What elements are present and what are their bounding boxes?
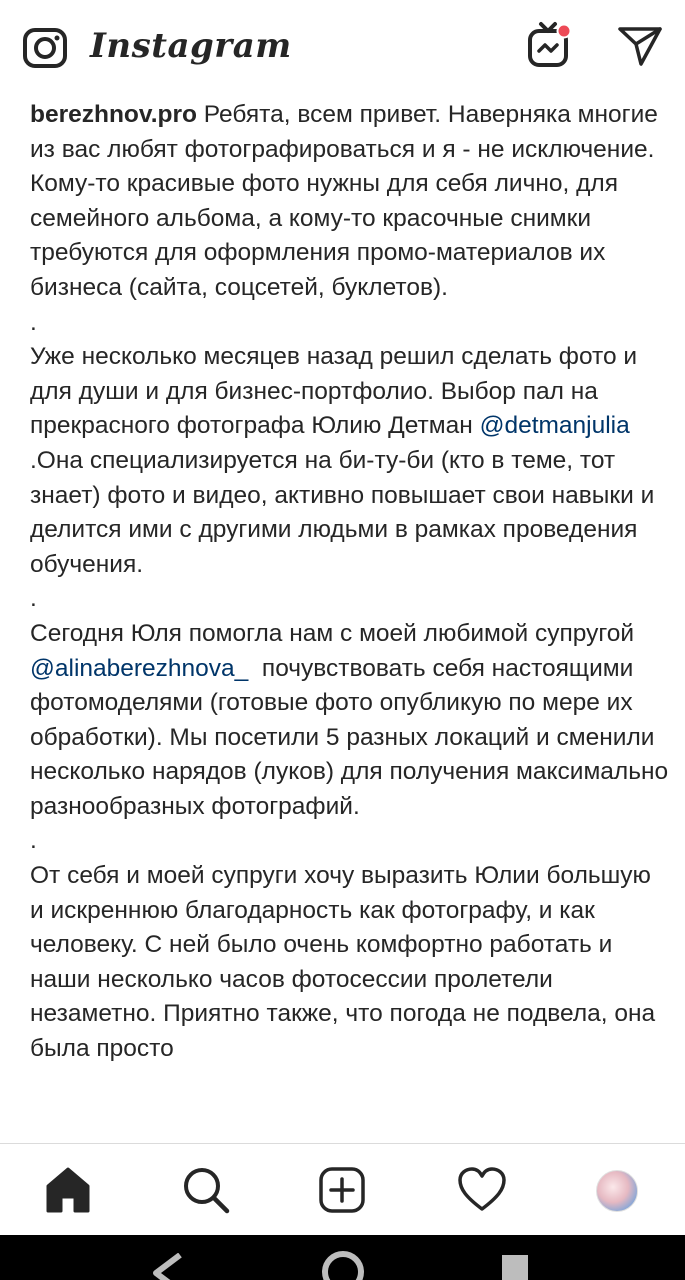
instagram-logo: Instagram	[90, 26, 292, 66]
direct-message-icon[interactable]	[617, 25, 663, 67]
system-navigation-bar	[0, 1235, 685, 1280]
caption-text: .Она специализируется на би-ту-би (кто в теме, тот знает) фото и видео, активно повышает свои навыки и делится ими с другими людьми в рамках проведения обучения.	[30, 446, 655, 578]
caption-separator: .	[30, 585, 37, 613]
caption-text: почувствовать себя настоящими фотомоделями (готовые фото опубликую по мере их обработки). Мы посетили 5 разных локаций и сменили несколько нарядов (луков) для получения максимально разнообразных фотографий.	[30, 654, 675, 820]
caption-username[interactable]: berezhnov.pro	[30, 101, 197, 128]
top-app-bar	[0, 0, 685, 92]
caption-text: Ребята, всем привет. Наверняка многие из вас любят фотографироваться и я - не исключение. Кому-то красивые фото нужны для себя лично, для семейного альбома, а кому-то красочные снимки требуются для оформления промо-материалов их бизнеса (сайта, соцсетей, буклетов).	[30, 101, 658, 301]
recents-icon[interactable]	[500, 1253, 530, 1280]
search-icon[interactable]	[180, 1164, 232, 1216]
caption-text: От себя и моей супруги хочу выразить Юлии большую и искреннюю благодарность как фотографу, и как человеку. С ней было очень комфортно работать и наши несколько часов фотосессии пролетели незаметно. Приятно также, что погода не подвела, она была просто	[30, 862, 656, 1063]
caption-separator: .	[30, 827, 37, 855]
igtv-icon[interactable]	[525, 20, 575, 70]
caption-paragraph-3	[30, 617, 675, 825]
caption-paragraph-2	[30, 340, 670, 582]
camera-icon[interactable]	[22, 25, 68, 71]
mention-link-detmanjulia[interactable]: @detmanjulia	[479, 412, 630, 440]
back-icon[interactable]	[148, 1253, 188, 1280]
caption-text: Уже несколько месяцев назад решил сделать фото и для души и для бизнес-портфолио. Выбор пал на прекрасного фотографа Юлию Детман	[30, 343, 638, 440]
notification-dot	[558, 25, 571, 38]
post-caption	[30, 98, 675, 1067]
home-icon[interactable]	[42, 1164, 94, 1216]
caption-separator: .	[30, 308, 37, 336]
caption-text: Сегодня Юля помогла нам с моей любимой супругой	[30, 619, 635, 647]
bottom-navigation-bar	[0, 1143, 685, 1236]
home-circle-icon[interactable]	[320, 1249, 366, 1280]
new-post-icon[interactable]	[316, 1164, 368, 1216]
mention-link-alinaberezhnova[interactable]: @alinaberezhnova_	[30, 654, 249, 682]
caption-paragraph-4	[30, 859, 670, 1067]
caption-paragraph-1	[30, 98, 670, 306]
profile-avatar[interactable]	[596, 1170, 638, 1212]
activity-heart-icon[interactable]	[456, 1164, 508, 1216]
